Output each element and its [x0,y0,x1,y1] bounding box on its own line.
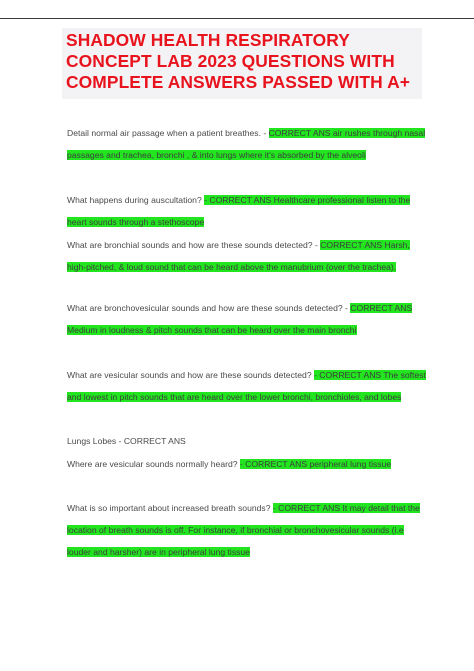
question-text: Detail normal air passage when a patient breathes. - [67,128,267,138]
answer-highlight: - CORRECT ANS It may detail that the location of breath sounds is off. For instance, if bronchial or bronchovesicular sounds (i.e louder and harsher) are in peripheral lung tissue [67,503,420,558]
qa-item [67,453,427,475]
title-banner [62,28,422,99]
question-text: Lungs Lobes - CORRECT ANS [67,436,186,446]
answer-highlight: - CORRECT ANS peripheral lung tissue [239,459,392,469]
qa-item [67,234,427,278]
qa-item [67,430,427,452]
answer-highlight: - CORRECT ANS Healthcare professional listen to the heart sounds through a stethoscope [67,195,411,228]
qa-item [67,122,427,166]
question-text: What are bronchovesicular sounds and how are these sounds detected? - [67,303,348,313]
qa-item [67,364,427,408]
qa-item [67,189,427,233]
question-text: Where are vesicular sounds normally heard? [67,459,238,469]
question-text: What happens during auscultation? [67,195,202,205]
answer-highlight: CORRECT ANS air rushes through nasal passages and trachea, bronchi , & into lungs where it's absorbed by the alveoli [67,128,426,161]
question-text: What are bronchial sounds and how are these sounds detected? - [67,240,318,250]
answer-highlight: - CORRECT ANS The softest and lowest in pitch sounds that are heard over the lower bronchi, bronchioles, and lobes [67,370,426,403]
top-divider [0,18,474,19]
answer-highlight: CORRECT ANS Harsh, high-pitched, & loud sound that can be heard above the manubrium (over the trachea). [67,240,410,273]
question-text: What are vesicular sounds and how are these sounds detected? [67,370,312,380]
answer-highlight: CORRECT ANS Medium in loudness & pitch sounds that can be heard over the main bronchi [67,303,413,336]
qa-item [67,297,427,341]
qa-item [67,497,427,564]
document-title: SHADOW HEALTH RESPIRATORY CONCEPT LAB 2023 QUESTIONS WITH COMPLETE ANSWERS PASSED WITH A+ [66,30,411,92]
question-text: What is so important about increased breath sounds? [67,503,271,513]
